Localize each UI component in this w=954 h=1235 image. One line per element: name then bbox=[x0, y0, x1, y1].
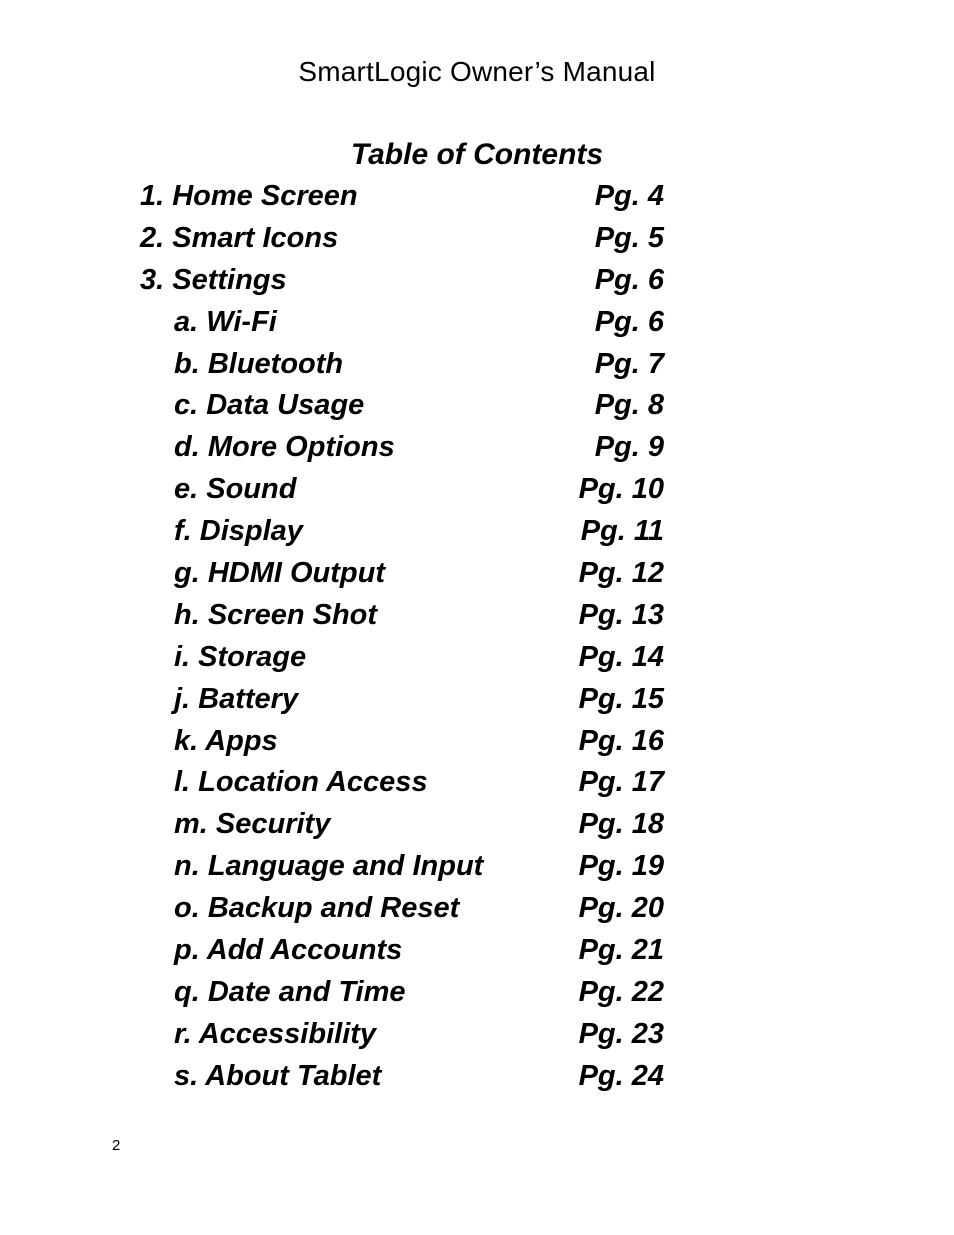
toc-entry-page: Pg. 20 bbox=[578, 892, 664, 925]
toc-entry-location-access[interactable] bbox=[0, 764, 954, 806]
toc-entry-page: Pg. 15 bbox=[578, 682, 664, 715]
toc-entry-page: Pg. 17 bbox=[578, 766, 664, 799]
toc-entry-label: h. Screen Shot bbox=[174, 598, 378, 631]
toc-entry-label: f. Display bbox=[174, 515, 303, 548]
toc-entry-page: Pg. 22 bbox=[578, 975, 664, 1008]
toc-entry-label: g. HDMI Output bbox=[174, 557, 386, 590]
toc-entry-screen-shot[interactable] bbox=[0, 597, 954, 639]
toc-entry-page: Pg. 16 bbox=[578, 724, 664, 757]
toc-entry-label: j. Battery bbox=[174, 682, 299, 715]
toc-entry-backup-and-reset[interactable] bbox=[0, 890, 954, 932]
toc-entry-page: Pg. 24 bbox=[578, 1059, 664, 1092]
toc-entry-page: Pg. 13 bbox=[578, 598, 664, 631]
toc-entry-storage[interactable] bbox=[0, 639, 954, 681]
toc-entry-label: 3. Settings bbox=[140, 263, 287, 296]
toc-entry-page: Pg. 6 bbox=[594, 305, 664, 338]
toc-title: Table of Contents bbox=[350, 138, 604, 171]
toc-entry-page: Pg. 10 bbox=[578, 473, 664, 506]
toc-entry-label: d. More Options bbox=[174, 431, 395, 464]
toc-entry-page: Pg. 12 bbox=[578, 557, 664, 590]
toc-list bbox=[0, 178, 954, 1100]
toc-entry-wi-fi[interactable] bbox=[0, 304, 954, 346]
toc-entry-label: s. About Tablet bbox=[174, 1059, 382, 1092]
toc-entry-page: Pg. 23 bbox=[578, 1017, 664, 1050]
toc-entry-hdmi-output[interactable] bbox=[0, 555, 954, 597]
toc-entry-page: Pg. 6 bbox=[594, 263, 664, 296]
toc-entry-about-tablet[interactable] bbox=[0, 1058, 954, 1100]
toc-entry-label: c. Data Usage bbox=[174, 389, 365, 422]
toc-entry-accessibility[interactable] bbox=[0, 1016, 954, 1058]
toc-entry-page: Pg. 14 bbox=[578, 640, 664, 673]
toc-entry-apps[interactable] bbox=[0, 723, 954, 765]
toc-entry-smart-icons[interactable] bbox=[0, 220, 954, 262]
toc-entry-settings[interactable] bbox=[0, 262, 954, 304]
toc-entry-label: p. Add Accounts bbox=[174, 934, 403, 967]
toc-entry-bluetooth[interactable] bbox=[0, 346, 954, 388]
toc-entry-more-options[interactable] bbox=[0, 429, 954, 471]
toc-entry-language-and-input[interactable] bbox=[0, 848, 954, 890]
toc-entry-add-accounts[interactable] bbox=[0, 932, 954, 974]
toc-entry-sound[interactable] bbox=[0, 471, 954, 513]
toc-entry-label: l. Location Access bbox=[174, 766, 428, 799]
toc-entry-battery[interactable] bbox=[0, 681, 954, 723]
toc-entry-page: Pg. 19 bbox=[578, 850, 664, 883]
toc-entry-label: 2. Smart Icons bbox=[140, 221, 339, 254]
page-number: 2 bbox=[112, 1137, 121, 1154]
toc-entry-label: m. Security bbox=[174, 808, 331, 841]
toc-entry-label: i. Storage bbox=[174, 640, 307, 673]
document-header-title: SmartLogic Owner’s Manual bbox=[298, 56, 656, 87]
toc-entry-page: Pg. 8 bbox=[594, 389, 664, 422]
toc-entry-data-usage[interactable] bbox=[0, 387, 954, 429]
toc-entry-label: k. Apps bbox=[174, 724, 278, 757]
toc-entry-label: b. Bluetooth bbox=[174, 347, 344, 380]
toc-entry-page: Pg. 18 bbox=[578, 808, 664, 841]
toc-entry-label: o. Backup and Reset bbox=[174, 892, 460, 925]
toc-entry-label: 1. Home Screen bbox=[140, 180, 358, 212]
toc-entry-label: a. Wi-Fi bbox=[174, 305, 277, 338]
toc-entry-page: Pg. 4 bbox=[594, 180, 664, 212]
toc-entry-label: n. Language and Input bbox=[174, 850, 484, 883]
toc-entry-page: Pg. 21 bbox=[578, 934, 664, 967]
toc-entry-security[interactable] bbox=[0, 806, 954, 848]
toc-entry-page: Pg. 5 bbox=[594, 221, 664, 254]
toc-entry-date-and-time[interactable] bbox=[0, 974, 954, 1016]
toc-entry-page: Pg. 7 bbox=[594, 347, 664, 380]
toc-entry-page: Pg. 9 bbox=[594, 431, 664, 464]
toc-entry-display[interactable] bbox=[0, 513, 954, 555]
toc-entry-home-screen[interactable] bbox=[0, 178, 954, 220]
toc-entry-label: q. Date and Time bbox=[174, 975, 406, 1008]
toc-entry-label: e. Sound bbox=[174, 473, 297, 506]
toc-entry-page: Pg. 11 bbox=[580, 515, 664, 548]
toc-entry-label: r. Accessibility bbox=[174, 1017, 377, 1050]
